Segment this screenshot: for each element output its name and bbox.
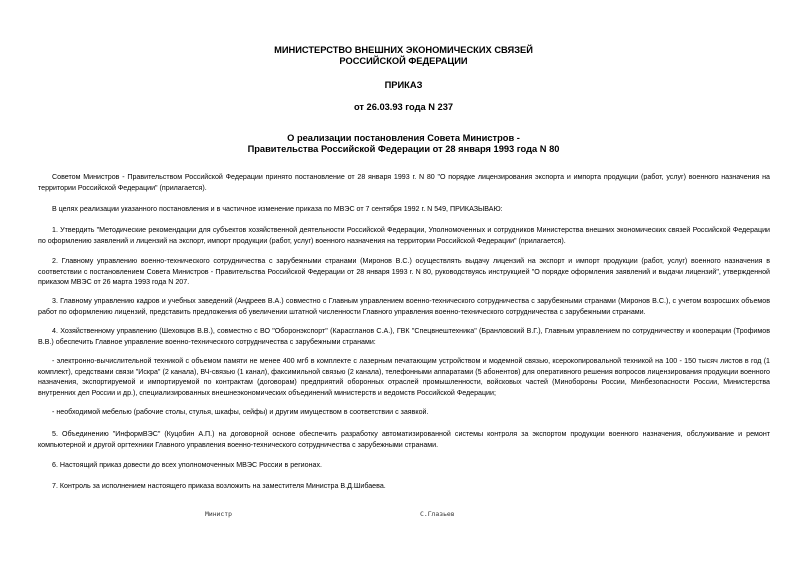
paragraph: 3. Главному управлению кадров и учебных заведений (Андреев В.А.) совместно с Главным управлением военно-технического сотрудничества с зарубежными странами (Миронов В.С.), с учетом возросших объемов работ по оформлению лицензий, представить предложения об увеличении штатной численности Главного управления военно-технического сотрудничества с зарубежными странами. [38, 297, 770, 316]
paragraph: 5. Объединению "ИнформВЭС" (Куцобин А.П.) на договорной основе обеспечить разработку автоматизированной системы контроля за экспортом продукции военного назначения, обслуживание и ремонт компьютерной и другой оргтехники Главного управления военно-технического сотрудничества с зарубежными странами. [38, 430, 770, 449]
paragraph: 2. Главному управлению военно-технического сотрудничества с зарубежными странами (Миронов В.С.) осуществлять выдачу лицензий на экспорт и импорт продукции (работ, услуг) военного назначения в соответствии с постановлением Совета Министров - Правительства Российской Федерации от 28 января 1993 г. N 80, руководствуясь инструкцией "О порядке оформления заявлений и выдачи лицензий", утвержденной приказом МВЭС от 26 марта 1993 года N 207. [38, 257, 770, 286]
paragraph: 7. Контроль за исполнением настоящего приказа возложить на заместителя Министра В.Д.Шибаева. [52, 482, 386, 490]
paragraph-item-1 [38, 225, 770, 246]
paragraph: Советом Министров - Правительством Российской Федерации принято постановление от 28 января 1993 г. N 80 "О порядке лицензирования экспорта и импорта продукции (работ, услуг) военного назначения на территории Российской Федерации" (прилагается). [38, 173, 770, 192]
signature-name: С.Глазьев [420, 510, 455, 518]
paragraph: 1. Утвердить "Методические рекомендации для субъектов хозяйственной деятельности Российской Федерации, Уполномоченных и сотрудников Министерства внешних экономических связей Российской Федерации по оформлению заявлений и лицензий на экспорт, импорт продукции (работ, услуг) военного назначения на территории Российской Федерации" (прилагается). [38, 226, 770, 245]
paragraph-order [38, 204, 770, 215]
doc-subject-line1: О реализации постановления Совета Министров - [287, 133, 520, 143]
doc-subject [0, 133, 807, 155]
paragraph-preamble [38, 172, 770, 193]
paragraph: - необходимой мебелью (рабочие столы, стулья, шкафы, сейфы) и другим имуществом в соответствии с заявкой. [52, 408, 429, 416]
paragraph: 6. Настоящий приказ довести до всех уполномоченных МВЭС России в регионах. [52, 461, 322, 469]
paragraph-item-7 [38, 481, 770, 492]
doc-date: от 26.03.93 года N 237 [353, 102, 454, 112]
paragraph: В целях реализации указанного постановления и в частичное изменение приказа по МВЭС от 7 сентября 1992 г. N 549, ПРИКАЗЫВАЮ: [52, 205, 503, 213]
paragraph-item-4-equipment [38, 356, 770, 398]
ministry-name-line1: МИНИСТЕРСТВО ВНЕШНИХ ЭКОНОМИЧЕСКИХ СВЯЗЕЙ [274, 45, 533, 55]
doc-type: ПРИКАЗ [384, 80, 423, 90]
ministry-header [0, 45, 807, 67]
paragraph-item-4-furniture [38, 407, 770, 418]
ministry-name-line2: РОССИЙСКОЙ ФЕДЕРАЦИИ [339, 56, 468, 66]
signature-title: Министр [205, 510, 232, 518]
doc-subject-line2: Правительства Российской Федерации от 28 января 1993 года N 80 [247, 144, 560, 154]
paragraph-item-6 [38, 460, 770, 471]
paragraph: - электронно-вычислительной техникой с объемом памяти не менее 400 мгб в комплекте с лазерным печатающим устройством и модемной связью, ксерокопировальной техникой на 100 - 150 тысяч листов в год (1 комплект), средствами связи "Искра" (2 канала), ВЧ-связью (1 канал), факсимильной связью (2 канала), телефонными аппаратами (5 абонентов) для оперативного решения вопросов лицензирования продукции военного назначения, экспортируемой и импортируемой по контрактам (договорам) предприятий оборонных отраслей промышленности, войсковых частей (Минобороны России, Минбезопасности России, Министерства внутренних дел России и др.), специализированных внешнеэкономических объединений министерств и ведомств Российской Федерации; [38, 357, 770, 397]
paragraph-item-5 [38, 429, 770, 450]
paragraph: 4. Хозяйственному управлению (Шеховцов В.В.), совместно с ВО "Оборонэкспорт" (Карасгланов С.А.), ГВК "Спецвнештехника" (Бранловский В.Г.), Главным управлением по сотрудничеству и кооперации (Трофимов В.В.) обеспечить Главное управление военно-технического сотрудничества с зарубежными странами: [38, 327, 770, 346]
paragraph-item-2 [38, 256, 770, 288]
paragraph-item-4 [38, 326, 770, 347]
paragraph-item-3 [38, 296, 770, 317]
